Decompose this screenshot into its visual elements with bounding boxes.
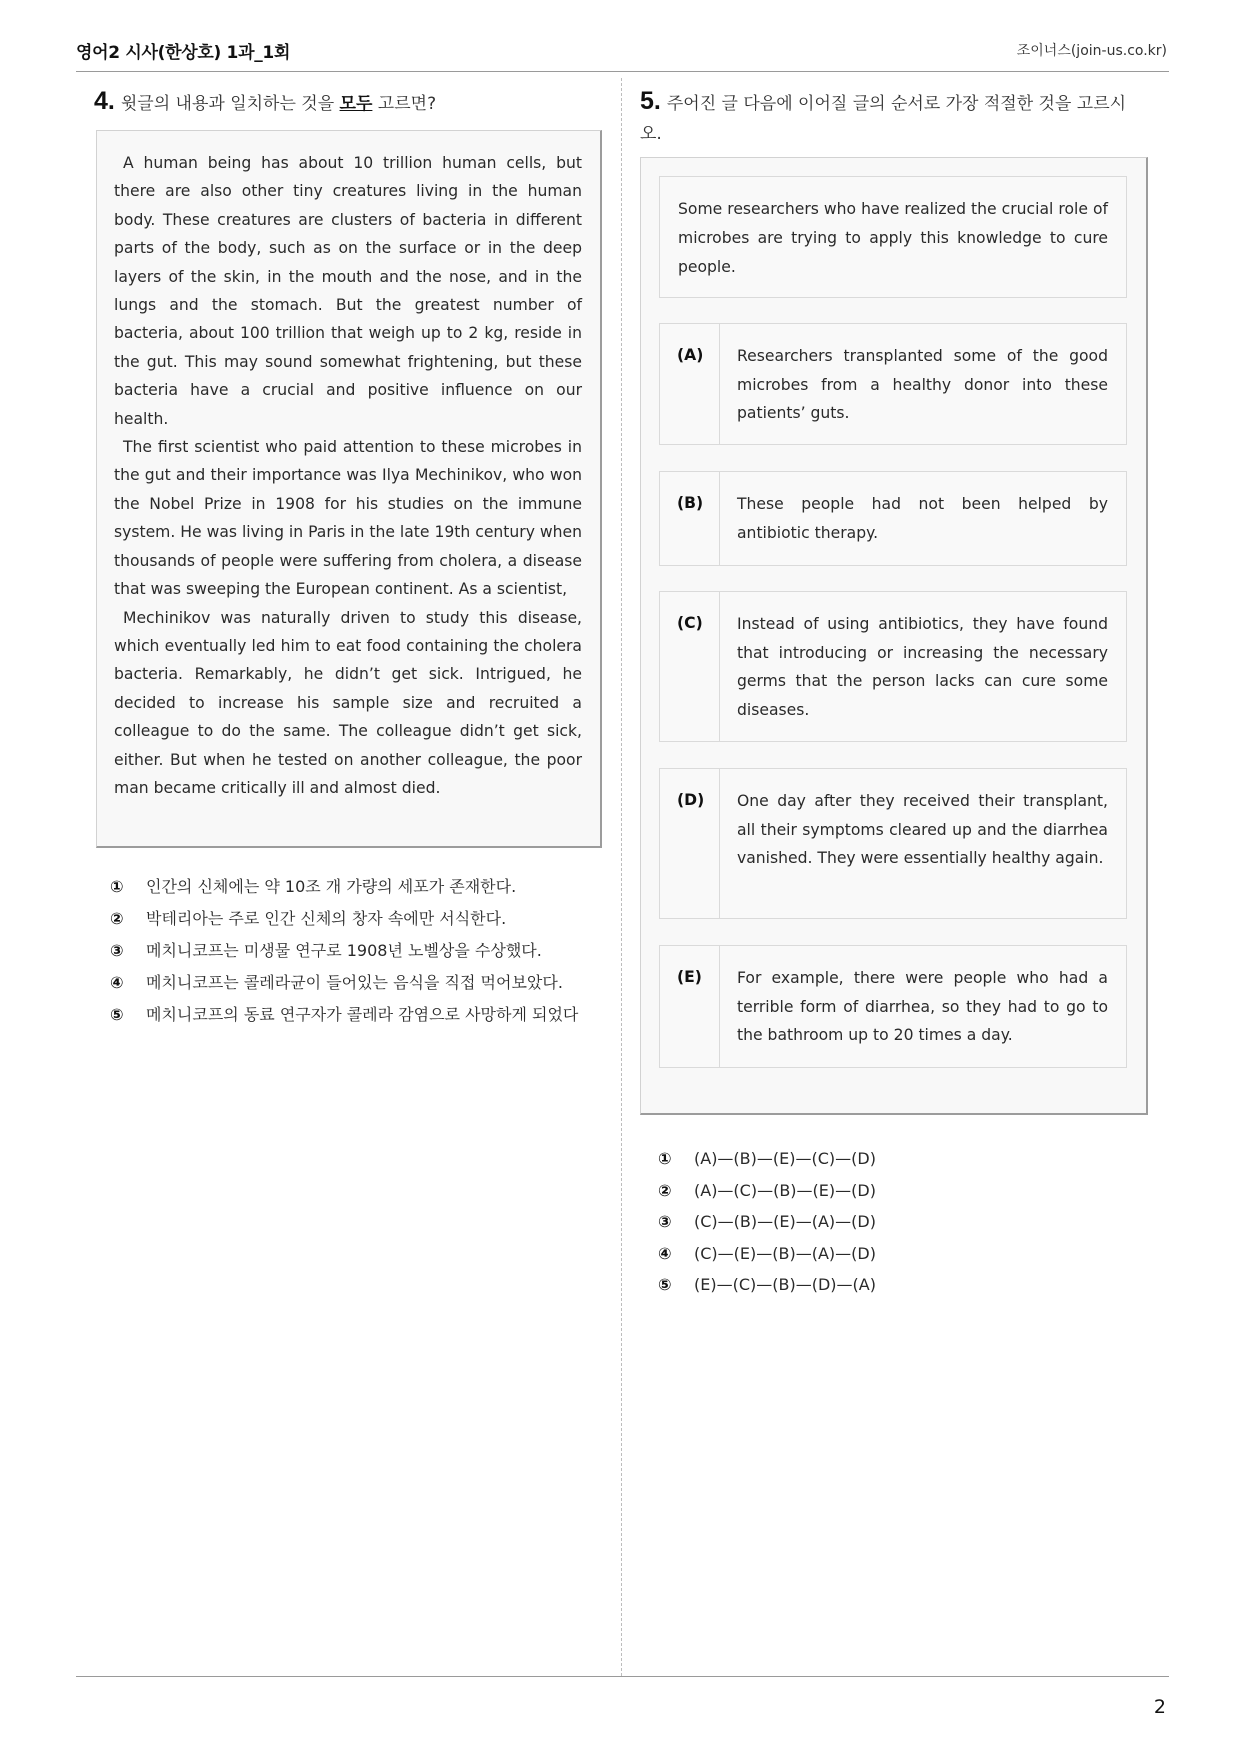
reading-passage — [96, 130, 602, 848]
option-label: (A) — [660, 324, 720, 444]
choice-text: (C)—(B)—(E)—(A)—(D) — [694, 1212, 876, 1231]
paragraph-option-a — [659, 323, 1127, 445]
answer-choice[interactable] — [110, 908, 600, 930]
answer-choice[interactable] — [658, 1274, 876, 1296]
choice-number: ⑤ — [658, 1275, 672, 1294]
choice-text: 메치니코프는 미생물 연구로 1908년 노벨상을 수상했다. — [146, 941, 542, 960]
option-label: (D) — [660, 769, 720, 918]
option-text: Instead of using antibiotics, they have found that introducing or increasing the necessary germs that the person lacks can cure some diseases. — [737, 615, 1108, 719]
choice-number: ④ — [658, 1243, 672, 1263]
option-text: For example, there were people who had a terrible form of diarrhea, so they had to go to the bathroom up to 20 times a day. — [737, 969, 1108, 1044]
choice-text: (A)—(B)—(E)—(C)—(D) — [694, 1149, 876, 1168]
choice-number: ③ — [658, 1212, 672, 1231]
worksheet-title: 영어2 시사(한상호) 1과_1회 — [76, 43, 291, 63]
paragraph-option-d — [659, 768, 1127, 919]
option-label: (B) — [660, 472, 720, 565]
choice-number: ① — [658, 1149, 672, 1168]
answer-choice[interactable] — [110, 940, 600, 962]
choice-number: ② — [110, 909, 124, 928]
question-prompt: 주어진 글 다음에 이어질 글의 순서로 가장 적절한 것을 고르시오. — [640, 94, 1127, 144]
column-divider — [621, 78, 622, 1676]
option-text: Researchers transplanted some of the good microbes from a healthy donor into these patients’ guts. — [737, 347, 1108, 422]
choice-text: (E)—(C)—(B)—(D)—(A) — [694, 1275, 876, 1294]
option-text: One day after they received their transplant, all their symptoms cleared up and the diarrhea vanished. They were essentially healthy again. — [737, 792, 1108, 867]
page-header — [76, 36, 1169, 72]
choice-number: ② — [658, 1180, 672, 1200]
answer-choice[interactable] — [658, 1180, 876, 1202]
choice-text: (C)—(E)—(B)—(A)—(D) — [694, 1243, 876, 1263]
question-5-choices — [658, 1148, 876, 1306]
choice-text: 메치니코프는 콜레라균이 들어있는 음식을 직접 먹어보았다. — [146, 973, 563, 992]
choice-number: ④ — [110, 973, 124, 992]
choice-text: (A)—(C)—(B)—(E)—(D) — [694, 1180, 876, 1200]
answer-choice[interactable] — [658, 1148, 876, 1170]
page-number: 2 — [1153, 1696, 1166, 1718]
passage-paragraph: Mechinikov was naturally driven to study this disease, which eventually led him to eat food containing the cholera bacteria. Remarkably, he didn’t get sick. Intrigued, he decided to increase his sample size and recruited a colleague to do the same. The colleague didn’t get sick, either. But when he tested on another colleague, the poor man became critically ill and almost died. — [114, 608, 582, 797]
question-4-choices — [110, 876, 600, 1036]
choice-text: 메치니코프의 동료 연구자가 콜레라 감염으로 사망하게 되었다 — [146, 1005, 579, 1024]
choice-number: ① — [110, 877, 124, 896]
question-5-heading — [640, 86, 1145, 149]
question-prompt: 윗글의 내용과 일치하는 것을 — [120, 94, 340, 114]
paragraph-option-c — [659, 591, 1127, 742]
paragraph-option-b — [659, 471, 1127, 566]
choice-number: ③ — [110, 941, 124, 960]
passage-paragraph: A human being has about 10 trillion human cells, but there are also other tiny creatures living in the human body. These creatures are clusters of bacteria in different parts of the body, such as on the surface or in the deep layers of the skin, in the mouth and the nose, and in the lungs and the stomach. But the greatest number of bacteria, about 100 trillion that weigh up to 2 kg, reside in the gut. This may sound somewhat frightening, but these bacteria have a crucial and positive influence on our health. — [114, 154, 582, 428]
option-text: These people had not been helped by antibiotic therapy. — [737, 495, 1108, 542]
given-sentence: Some researchers who have realized the crucial role of microbes are trying to apply this knowledge to cure people. — [659, 176, 1127, 298]
question-4-heading — [94, 86, 436, 119]
option-label: (C) — [660, 592, 720, 741]
emphasis-text: 모두 — [339, 94, 373, 114]
passage-paragraph: The first scientist who paid attention to these microbes in the gut and their importance was Ilya Mechinikov, who won the Nobel Prize in 1908 for his studies on the immune system. He was living in Paris in the late 19th century when thousands of people were suffering from cholera, a disease that was sweeping the European continent. As a scientist, — [114, 438, 583, 599]
question-prompt-end: 고르면? — [372, 94, 437, 114]
answer-choice[interactable] — [658, 1243, 876, 1265]
ordering-passage — [640, 157, 1148, 1115]
answer-choice[interactable] — [658, 1211, 876, 1233]
footer-rule — [76, 1676, 1169, 1677]
publisher-site: 조이너스(join-us.co.kr) — [1016, 43, 1167, 59]
option-label: (E) — [660, 946, 720, 1067]
choice-text: 인간의 신체에는 약 10조 개 가량의 세포가 존재한다. — [146, 877, 517, 896]
paragraph-option-e — [659, 945, 1127, 1068]
answer-choice[interactable] — [110, 972, 600, 994]
answer-choice[interactable] — [110, 1004, 600, 1026]
answer-choice[interactable] — [110, 876, 600, 898]
choice-text: 박테리아는 주로 인간 신체의 창자 속에만 서식한다. — [146, 909, 507, 928]
question-number: 4. — [94, 87, 115, 115]
choice-number: ⑤ — [110, 1005, 124, 1024]
question-number: 5. — [640, 87, 661, 115]
